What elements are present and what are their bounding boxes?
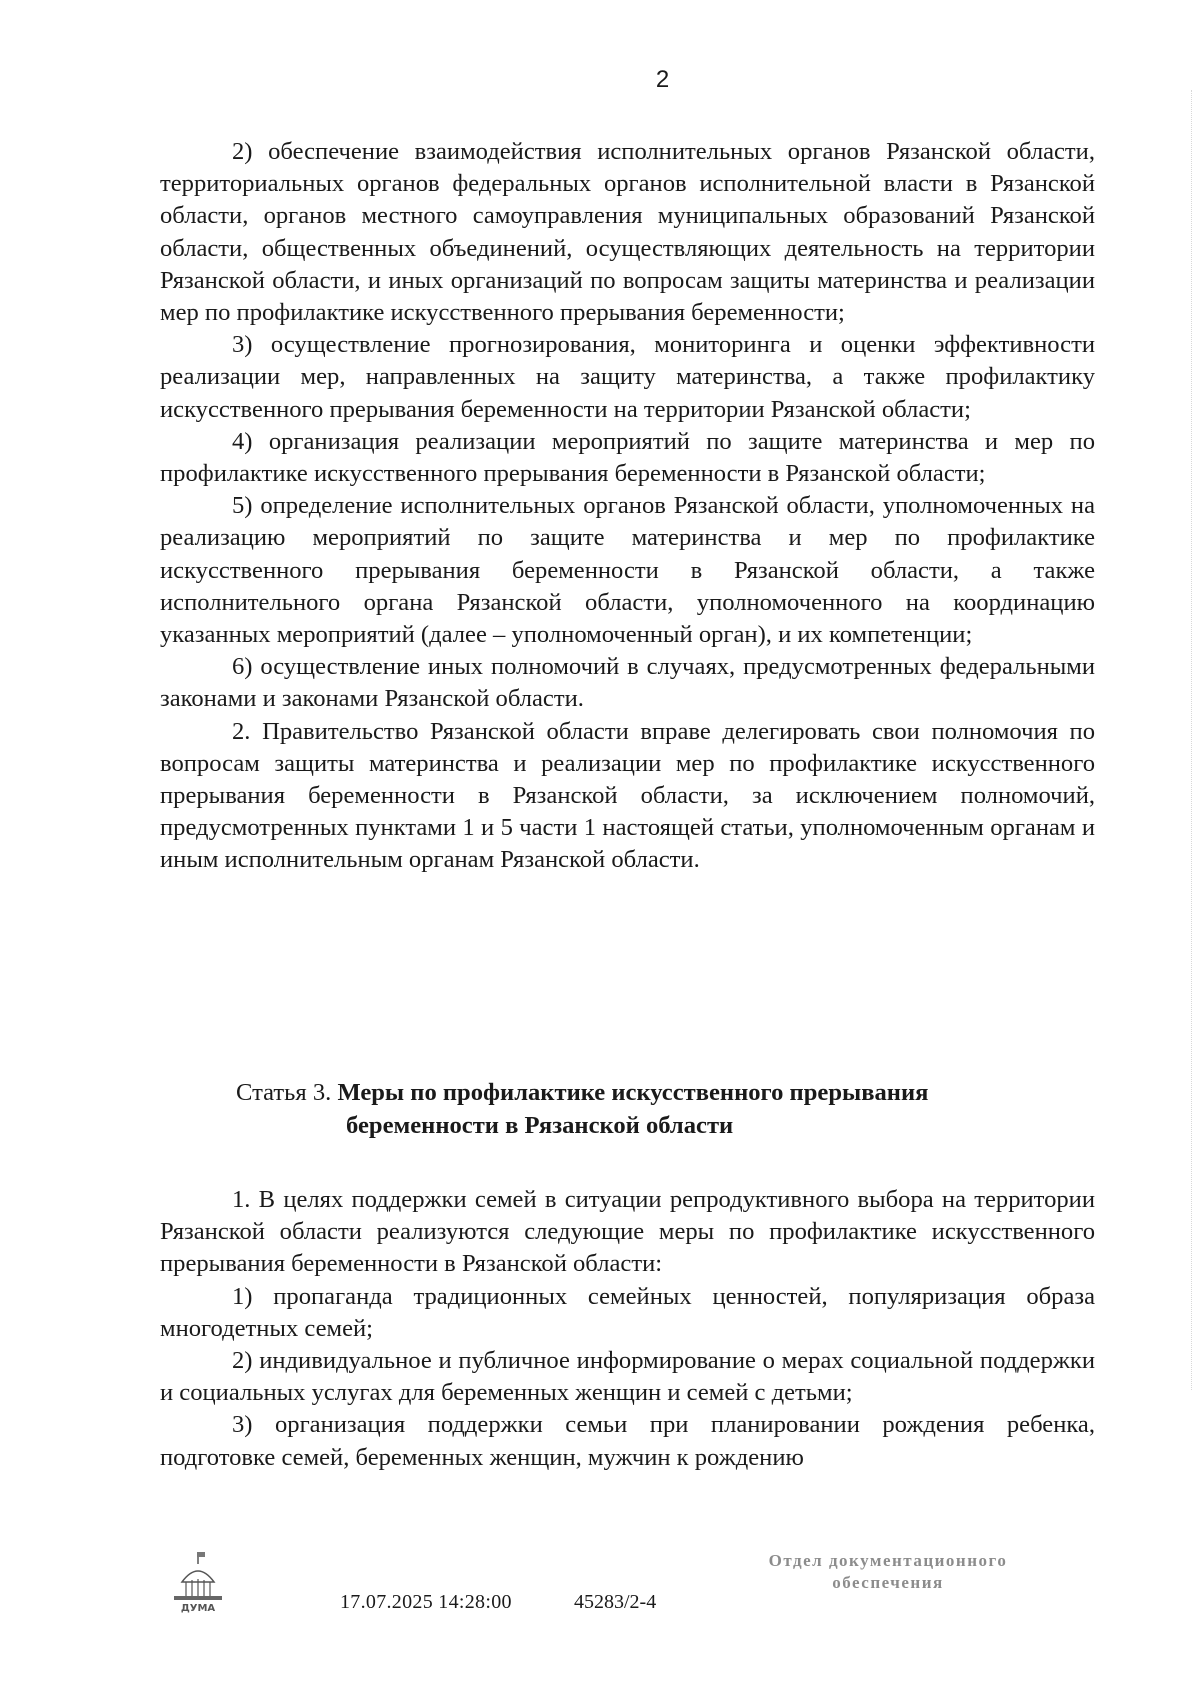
article-title-line-2: беременности в Рязанской области — [346, 1112, 734, 1139]
paragraph-item-2: 2) обеспечение взаимодействия исполнительных органов Рязанской области, территориальных органов федеральных органов исполнительной власти в Рязанской области, органов местного самоуправления муниципальных образований Рязанской области, общественных объединений, осуществляющих деятельность на территории Рязанской области, и иных организаций по вопросам защиты материнства и реализации мер по профилактике искусственного прерывания беременности; — [160, 138, 1095, 327]
section-powers-list — [160, 136, 1095, 877]
scan-edge-marks — [1188, 90, 1192, 1390]
article-3-heading — [236, 1076, 1116, 1142]
stamp-line-2: обеспечения — [832, 1573, 944, 1592]
section-measures-list — [160, 1184, 1095, 1474]
paragraph-part-2: 2. Правительство Рязанской области вправе делегировать свои полномочия по вопросам защиты материнства и реализации мер по профилактике искусственного прерывания беременности в Рязанской области, за исключением полномочий, предусмотренных пунктами 1 и 5 части 1 настоящей статьи, уполномоченным органам и иным исполнительным органам Рязанской области. — [160, 717, 1095, 874]
emblem-text: ДУМА — [180, 1603, 216, 1614]
paragraph-item-5: 5) определение исполнительных органов Рязанской области, уполномоченных на реализацию мероприятий по защите материнства и мер по профилактике искусственного прерывания беременности в Рязанской области, а также исполнительного органа Рязанской области, уполномоченного на координацию указанных мероприятий (далее – уполномоченный орган), и их компетенции; — [160, 492, 1095, 649]
article-label: Статья 3. — [236, 1079, 332, 1106]
stamp-line-1: Отдел документационного — [768, 1551, 1008, 1570]
paragraph-measure-2: 2) индивидуальное и публичное информирование о мерах социальной поддержки и социальных услугах для беременных женщин и семей с детьми; — [160, 1347, 1095, 1407]
department-stamp — [748, 1550, 1028, 1594]
paragraph-measure-1: 1) пропаганда традиционных семейных ценностей, популяризация образа многодетных семей; — [160, 1282, 1095, 1342]
paragraph-item-4: 4) организация реализации мероприятий по защите материнства и мер по профилактике искусственного прерывания беременности в Рязанской области; — [160, 427, 1095, 488]
footer-datetime: 17.07.2025 14:28:00 — [340, 1591, 512, 1613]
duma-emblem-icon — [168, 1550, 228, 1614]
page-number: 2 — [655, 66, 670, 93]
paragraph-item-6: 6) осуществление иных полномочий в случаях, предусмотренных федеральными законами и законами Рязанской области. — [160, 653, 1095, 713]
paragraph-measure-3: 3) организация поддержки семьи при планировании рождения ребенка, подготовке семей, беременных женщин, мужчин к рождению — [160, 1411, 1095, 1471]
paragraph-part-1: 1. В целях поддержки семей в ситуации репродуктивного выбора на территории Рязанской области реализуются следующие меры по профилактике искусственного прерывания беременности в Рязанской области: — [160, 1186, 1095, 1278]
paragraph-item-3: 3) осуществление прогнозирования, мониторинга и оценки эффективности реализации мер, направленных на защиту материнства, а также профилактику искусственного прерывания беременности на территории Рязанской области; — [160, 331, 1095, 423]
article-title-line-1: Меры по профилактике искусственного прерывания — [337, 1079, 929, 1106]
footer-registration-number: 45283/2-4 — [574, 1591, 657, 1613]
